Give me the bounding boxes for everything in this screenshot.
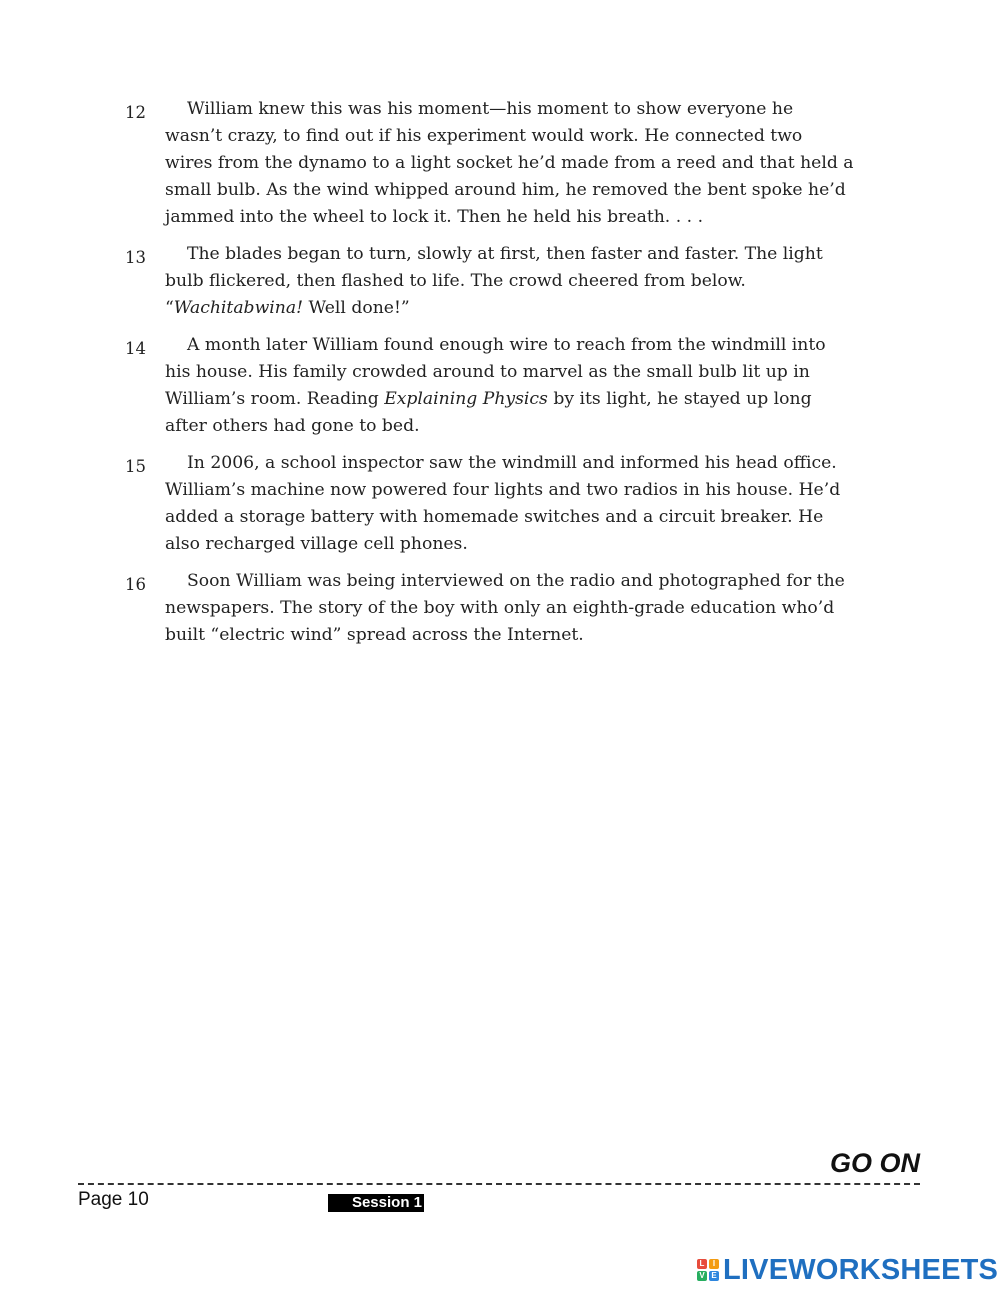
paragraph-text-run: by its light, he stayed up long after others had gone to bed. <box>165 389 812 436</box>
page-number: Page 10 <box>78 1189 149 1210</box>
paragraph-text <box>165 241 855 322</box>
paragraph-14 <box>125 332 855 440</box>
liveworksheets-brand: LIVEWORKSHEETS <box>723 1253 999 1286</box>
paragraph-15 <box>125 450 855 558</box>
paragraph-16 <box>125 568 855 649</box>
paragraph-number: 15 <box>125 457 146 476</box>
liveworksheets-logo <box>697 1254 998 1286</box>
paragraph-12 <box>125 96 855 231</box>
paragraph-number: 16 <box>125 575 146 594</box>
liveworksheets-icon <box>697 1259 719 1281</box>
reading-passage <box>125 96 855 659</box>
book-title: Explaining Physics <box>384 389 548 409</box>
paragraph-text-run: A month later William found enough wire to reach from the windmill into his house. His family crowded around to marvel as the small bulb lit up in William’s room. Reading <box>165 335 826 409</box>
paragraph-text <box>165 450 855 558</box>
go-on-label: GO ON <box>829 1148 920 1178</box>
logo-tile: L <box>697 1259 707 1269</box>
paragraph-number: 13 <box>125 248 146 267</box>
paragraph-text-run: In 2006, a school inspector saw the windmill and informed his head office. William’s machine now powered four lights and two radios in his house. He’d added a storage battery with homemade switches and a circuit breaker. He also recharged village cell phones. <box>165 453 841 554</box>
paragraph-13 <box>125 241 855 322</box>
logo-tile: E <box>709 1271 719 1281</box>
logo-tile: I <box>709 1259 719 1269</box>
paragraph-number: 12 <box>125 103 146 122</box>
paragraph-number: 14 <box>125 339 146 358</box>
italic-phrase: Wachitabwina! <box>173 298 303 318</box>
paragraph-text <box>165 568 855 649</box>
paragraph-text-run: William knew this was his moment—his moment to show everyone he wasn’t crazy, to find out if his experiment would work. He connected two wires from the dynamo to a light socket he’d made from a reed and that held a small bulb. As the wind whipped around him, he removed the bent spoke he’d jammed into the wheel to lock it. Then he held his breath. . . . <box>165 99 854 227</box>
session-badge: Session 1 <box>328 1194 424 1212</box>
paragraph-text <box>165 332 855 440</box>
paragraph-text-run: Well done!” <box>303 298 410 318</box>
paragraph-text <box>165 96 855 231</box>
paragraph-text-run: The blades began to turn, slowly at first, then faster and faster. The light bulb flickered, then flashed to life. The crowd cheered from below. “ <box>165 244 823 318</box>
footer-dashed-divider <box>78 1183 920 1185</box>
paragraph-text-run: Soon William was being interviewed on the radio and photographed for the newspapers. The story of the boy with only an eighth-grade education who’d built “electric wind” spread across the Internet. <box>165 571 845 645</box>
logo-tile: V <box>697 1271 707 1281</box>
